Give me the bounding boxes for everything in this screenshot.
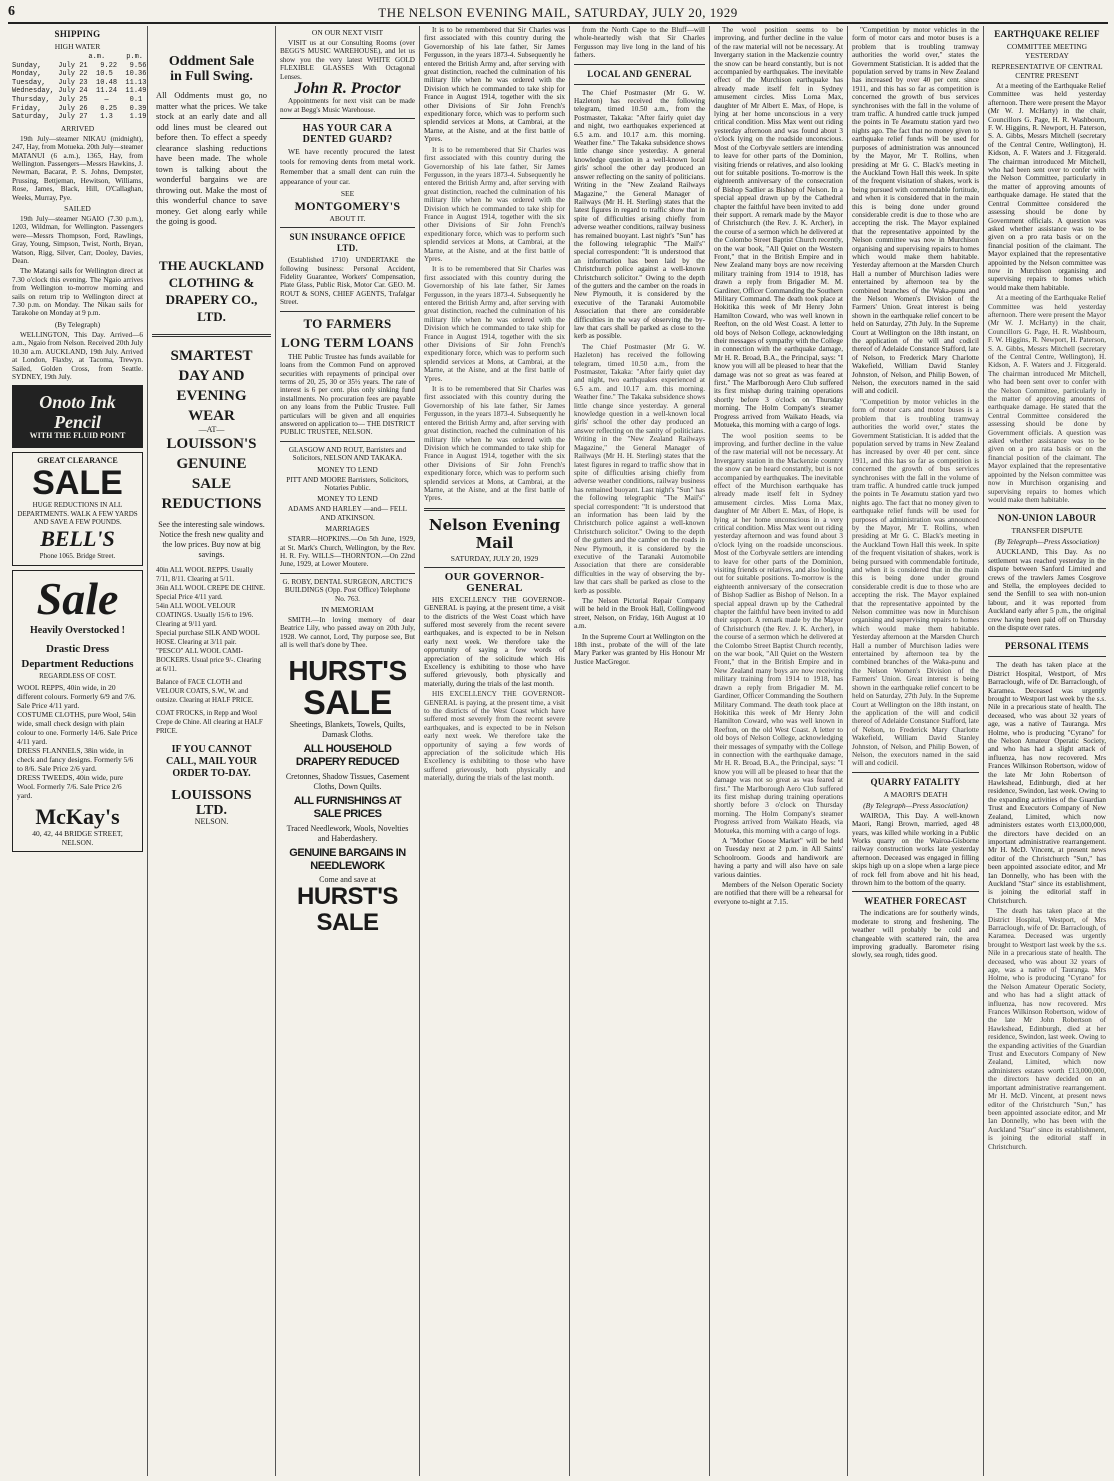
personal-heading: PERSONAL ITEMS: [1005, 641, 1089, 652]
hursts-1: HURST'S: [288, 654, 407, 686]
transfer-tel: (By Telegraph—Press Association): [994, 537, 1100, 547]
column-ads-2: [148, 26, 276, 1476]
come-save: Come and save at: [319, 874, 376, 884]
mckays-ad: [12, 570, 143, 852]
proctor-sub: Appointments for next visit can be made now at Begg's Music Warehouse.: [280, 97, 415, 114]
quarry-tel: (By Telegraph—Press Association): [863, 800, 968, 810]
nameplate: Nelson Evening Mail: [428, 515, 561, 552]
local-text-b: The Chief Postmaster (Mr G. W. Hazleton) has received the following telegram, timed 10.50 a.m., from the Postmaster, Takaka: "After fairly quiet day and night, two earthquakes experienced at 6.5 a.m. and 10.17 a.m. this morning. Weather fine." The Takaka subsidence shows little change since yesterday. A general knowledge question in a well-known local girls' school the other day produced an answer reflecting on the sanity of politicians. Writing in the "New Zealand Railways Magazine," the General Manager of Railways (Mr H. H. Sterling) states that the latest figures in regard to traffic show that in spite of difficulties arising chiefly from adverse weather conditions, railway business has remained buoyant. Last night's "Sun" has the following telegraphic "The Mail's" special correspondent: "It is understood that an information has been laid by the Christchurch police against a well-known Christchurch solicitor." Owing to the depth of the gutters and the camber on the roads in New Plymouth, it is considered by the executive of the Taranaki Automobile Association that there are considerable difficulties in the way of observing the by-law that cars shall be parked as close to the kerb as possible.: [574, 342, 705, 595]
mail-order: IF YOU CANNOT CALL, MAIL YOUR ORDER TO-DAY.: [165, 743, 258, 779]
cretonnes: Cretonnes, Shadow Tissues, Casement Cloths, Down Quilts.: [285, 771, 410, 791]
supreme-court: In the Supreme Court at Wellington on the 18th inst., probate of the will of the late Mary Parker was granted by His Honour Mr Justice MacGregor.: [574, 632, 705, 666]
mckays-logo: McKay's: [35, 804, 120, 830]
local-text: The Chief Postmaster (Mr G. W. Hazleton) has received the following telegram, timed 10.50 a.m., from the Postmaster, Takaka: "After fairly quiet day and night, two earthquakes experienced at 6.5 a.m. and 10.17 a.m. this morning. Weather fine." The Takaka subsidence shows little change since yesterday. A general knowledge question in a well-known local girls' school the other day produced an answer reflecting on the sanity of politicians. Writing in the "New Zealand Railways Magazine," the General Manager of Railways (Mr H. H. Sterling) states that the latest figures in regard to traffic show that in spite of difficulties arising chiefly from adverse weather conditions, railway business has remained buoyant. Last night's "Sun" has the following telegraphic "The Mail's" special correspondent: "It is understood that an information has been laid by the Christchurch police against a well-known Christchurch solicitor." Owing to the depth of the gutters and the camber on the roads in New Plymouth, it is considered by the executive of the Taranaki Automobile Association that there are considerable difficulties in the way of observing the by-law that cars shall be parked as close to the kerb as possible.: [574, 88, 705, 341]
column-local-6: [710, 26, 848, 1476]
local-heading: LOCAL AND GENERAL: [587, 68, 692, 79]
about-it: ABOUT IT.: [329, 214, 366, 224]
loans-text: THE Public Trustee has funds available for loans from the Common Fund on approved securities with repayments of principal over terms of 20, 25, 30 or 35½ years. The rate of interest is 6 per cent. plus only sinking fund installments. No procuration fees are payable on any loans from the Public Trustee. Full particulars will be given and all enquiries answered on application to— THE DISTRICT PUBLIC TRUSTEE, NELSON.: [280, 352, 415, 437]
oddment-text: All Oddments must go, no matter what the prices. We take stock at an early date and all odd lines must be cleared out before then. To effect a speedy clearance slashing reductions have been made. The whole town is talking about the wonderful bargains we are throwing out. Make the most of this wonderful chance to save money. Get along early while the going is good.: [156, 90, 267, 226]
clearance-heading: GREAT CLEARANCE: [37, 455, 118, 465]
dented-text: WE have recently procured the latest tools for removing dents from metal work. Remember that a small dent can ruin the appearance of your car.: [280, 147, 415, 187]
operatic: Members of the Nelson Operatic Society are notified that there will be a rehearsal for everyone to-night at 7.15.: [714, 881, 843, 906]
tide-table: Sunday, July 21 9.22 9.56 Monday, July 22 10.5 10.36 Tuesday, July 23 10.48 11.13 Wednesday, July 24 11.24 11.49 Thursday, July 25 — 0.1 Friday, July 26 0.25 0.39 Saturday, July 27 1.3 1.19: [12, 61, 147, 122]
louissons-title: LOUISSON'S GENUINE SALE REDUCTIONS: [161, 435, 262, 512]
smartest: SMARTEST DAY AND EVENING WEAR: [170, 347, 253, 424]
relief-sub: COMMITTEE MEETING YESTERDAY: [1006, 42, 1088, 60]
traced: Traced Needlework, Wools, Novelties and Haberdashery.: [286, 823, 409, 843]
bells-phone: Phone 1065. Bridge Street.: [39, 552, 116, 561]
sailed-heading: SAILED: [64, 204, 91, 213]
genuine: GENUINE BARGAINS IN NEEDLEWORK: [289, 846, 406, 872]
tide-ampm: a.m. p.m.: [88, 53, 143, 61]
bells-logo: BELL'S: [40, 526, 115, 552]
telegraph-heading: (By Telegraph): [54, 319, 101, 329]
non-union-heading: NON-UNION LABOUR: [997, 513, 1097, 524]
article-fergusson-part1c: It is to be remembered that Sir Charles was first associated with this country during the Governorship of his late father, Sir James Fergusson, in the years 1873-4. Subsequently he entered the British Army and, after serving with great distinction, reached the culmination of his military life when he was ordered with the Division which he commanded to take ship for France in August 1914, together with the six other Divisions of Sir John French's expeditionary force, which was to perform such splendid services at Mons, at Cambrai, at the Marne, at the Aisne, and at the first battle of Ypres.: [424, 265, 565, 383]
relief-heading: EARTHQUAKE RELIEF: [994, 29, 1100, 39]
arrived-heading: ARRIVED: [60, 123, 95, 133]
onoto-sub: WITH THE FLUID POINT: [29, 431, 126, 441]
see-label: SEE: [340, 189, 355, 199]
weather-text: The indications are for southerly winds, moderate to strong and freshening. The weather will probably be cold and changeable with scattered rain, the area improving gradually. Barometer rising slowly, sea rough, tides good.: [852, 909, 979, 960]
relief-sub2: REPRESENTATIVE OF CENTRAL CENTRE PRESENT: [991, 62, 1103, 80]
sailed-text: 19th July—steamer NGAIO (7.30 p.m.), 1203, Wildman, for Wellington. Passengers were—Messrs Thompson, Ford, Rawlings, Gray, Young, Simpson, Twist, North, Bryan, Watson, Rigg, Silver, Carr, Dooley, Davies, Dean.: [12, 215, 143, 266]
auckland-ad: [152, 30, 271, 329]
weather-heading: WEATHER FORECAST: [864, 896, 967, 907]
money-1: MONEY TO LEND: [317, 464, 378, 474]
louissons-nelson: NELSON.: [194, 816, 229, 826]
article-fergusson-part1: It is to be remembered that Sir Charles was first associated with this country during the Governorship of his late father, Sir James Fergusson, in the years 1873-4. Subsequently he entered the British Army and, after serving with great distinction, reached the culmination of his military life when he was ordered with the Division which he commanded to take ship for France in August 1914, together with the six other Divisions of Sir John French's expeditionary force, which was to perform such splendid services at Mons, at Cambrai, at the Marne, at the Aisne, and at the first battle of Ypres.: [424, 26, 565, 144]
article-fergusson-part1d: It is to be remembered that Sir Charles was first associated with this country during the Governorship of his late father, Sir James Fergusson, in the years 1873-4. Subsequently he entered the British Army and, after serving with great distinction, reached the culmination of his military life when he was ordered with the Division which he commanded to take ship for France in August 1914, together with the six other Divisions of Sir John French's expeditionary force, which was to perform such splendid services at Mons, at Cambrai, at the Marne, at the Aisne, and at the first battle of Ypres.: [424, 385, 565, 503]
clearance-text: HUGE REDUCTIONS IN ALL DEPARTMENTS. WALK A FEW YARDS AND SAVE A FEW POUNDS.: [17, 501, 138, 526]
article-continued: from the North Cape to the Bluff—will whole-heartedly wish that Sir Charles Fergusson may live long in the land of his fathers.: [574, 26, 705, 60]
governor-text-b: HIS EXCELLENCY THE GOVERNOR-GENERAL is paying, at the present time, a visit to the districts of the West Coast which have suffered most severely from the recent severe earthquakes, and is expected to be in Nelson early next week. We therefore take the opportunity of saying a few words of appreciation of the solicitude which His Excellency is exhibiting to those who have suffered grievously, both physically and materially, during the trials of the last month.: [424, 690, 565, 783]
next-visit-text: VISIT us at our Consulting Rooms (over BEGG'S MUSIC WAREHOUSE), and let us show you the very latest WHITE GOLD FLEXIBLE GLASSES With Octagonal Lenses.: [280, 39, 415, 81]
roby-card: G. ROBY, DENTAL SURGEON, ARCTIC'S BUILDINGS (Opp. Post Office) Telephone No. 763.: [282, 577, 413, 603]
oddment-1: Oddment Sale: [168, 54, 255, 69]
quarry-sub: A MAORI'S DEATH: [883, 789, 948, 799]
personal-text: The death has taken place at the District Hospital, Westport, of Mrs Barraclough, wife of Dr. Barraclough, of Karamea. Deceased was urgently brought to Westport last week by the s.s. Nile in a precarious state of health. The deceased, who was about 32 years of age, was a native of Tauranga. Mrs Holme, who is producing "Cyrano" for the Nelson Amateur Operatic Society, and who has had a slight attack of influenza, has now recovered. Mrs Frances Wilkinson Robertson, widow of the late Mr John Robertson of Hawkshead, Edinburgh, died at her residence, Swindon, last week. Owing to the expanding activities of the Guardian Trust and Executors Company of New Zealand, Limited, which now administers estates worth £13,000,000, the directors have decided on an important administrative rearrangement. Mr H. McD. Vincent, at present news editor of the Christchurch "Sun," has been appointed associate editor, and Mr Ian Donnelly, who has been with the Auckland "Star" since its establishment, is joining the editorial staff in Christchurch.: [988, 661, 1106, 905]
telegraph-text: WELLINGTON, This Day. Arrived—6 a.m., Ngaio from Nelson. Received 20th July 10.30 a.m. AUCKLAND, 19th July. Arrived at London, Flaxby, at Tacoma, Trewyn. Sailed, Golden Cross, from Seattle. SYDNEY, 19th July.: [12, 330, 143, 381]
farmers-heading: TO FARMERS: [303, 315, 392, 331]
hursts-ad: [280, 654, 415, 938]
nameplate-date: SATURDAY, JULY 20, 1929: [450, 553, 539, 563]
governor-text: HIS EXCELLENCY THE GOVERNOR-GENERAL is paying, at the present time, a visit to the districts of the West Coast which have suffered most severely from the recent severe earthquakes, and is expected to be in Nelson early next week. We therefore take the opportunity of saying a few words of appreciation of the solicitude which His Excellency is exhibiting to those who have suffered grievously, both physically and materially, during the trials of the last month.: [424, 595, 565, 688]
quarry-text: WAIROA, This Day. A well-known Maori, Rangi Brown, married, aged 48 years, was killed while working in a Public Works quarry on the Wairoa-Gisborne railway construction works late yesterday afternoon. Deceased was engaged in filling skips high up on a slope when a large piece of rock fell from above and hit his head, thrown him to the bottom of the quarry.: [852, 811, 979, 887]
coat-frocks: COAT FROCKS, in Repp and Wool Crepe de Chine. All clearing at HALF PRICE.: [156, 708, 263, 735]
quarry-heading: QUARRY FATALITY: [870, 776, 961, 787]
local-cont-text-b: The wool position seems to be improving, and further decline in the value of the raw material will not be necessary. At Invergarry station in the Mackenzie country the snow can be heard constantly, but is not accompanied by earthquakes. The inevitable effect of the Murchison earthquake has already made itself felt in Sydney amusement circles. Miss Lorna Max, daughter of Mr Albert E. Max, of Hope, is lying at her home unconscious in a very critical condition. Miss Max went out riding yesterday afternoon and was found about 3 o'clock lying on the roadside unconscious. Most of the Corbyvale settlers are intending to leave for other parts of the Dominion, visiting friends or relatives, and also looking out for suitable positions. To-morrow is the eighteenth anniversary of the consecration of Bishop Sadlier as Bishop of Nelson. In a special appeal drawn up by the Cathedral chapter the faithful have been invited to add their support. A remark made by the Mayor of Christchurch (the Rev. J. K. Archer), in the course of a sermon which he delivered at the Colombo Street Baptist Church recently, on the war book, "All Quiet on the Western Front," that in the British Empire and in New Zealand many boys are now receiving military training from 1914 to 1918, has drawn a reply from Brigadier M. M. Gardiner, Officer Commanding the Southern Military Command. The death took place at Hokitika this week of Mr Henry John Hamilton Coward, who was well known in Reefton, on the old West Coast. A letter to old boys of Nelson College, acknowledging their messages of sympathy with the College in connection with the earthquake damage, Mr H. R. Broad, B.A., the Principal, says: "I know you will all be pleased to hear that the damage was not so great as was feared at first." The Marlborough Aero Club suffered its first mishap during training operations shortly before 3 o'clock on Thursday morning. The Holm Company's steamer Progress arrived from Waikato Heads, via Motueka, this morning with a cargo of logs.: [714, 431, 843, 835]
sun-heading: SUN INSURANCE OFFICE LTD.: [289, 232, 406, 254]
louissons-ltd: LOUISSONS LTD.: [171, 787, 252, 818]
oddment-2: in Full Swing.: [170, 69, 253, 84]
overstocked: Heavily Overstocked !: [30, 624, 125, 636]
hursts-bottom: HURST'S SALE: [297, 883, 398, 937]
mckays-addr: 40, 42, 44 BRIDGE STREET, NELSON.: [32, 829, 123, 847]
local-cont-text: The wool position seems to be improving, and further decline in the value of the raw material will not be necessary. At Invergarry station in the Mackenzie country the snow can be heard constantly, but is not accompanied by earthquakes. The inevitable effect of the Murchison earthquake has already made itself felt in Sydney amusement circles. Miss Lorna Max, daughter of Mr Albert E. Max, of Hope, is lying at her home unconscious in a very critical condition. Miss Max went out riding yesterday afternoon and was found about 3 o'clock lying on the roadside unconscious. Most of the Corbyvale settlers are intending to leave for other parts of the Dominion, visiting friends or relatives, and also looking out for suitable positions. To-morrow is the eighteenth anniversary of the consecration of Bishop Sadlier as Bishop of Nelson. In a special appeal drawn up by the Cathedral chapter the faithful have been invited to add their support. A remark made by the Mayor of Christchurch (the Rev. J. K. Archer), in the course of a sermon which he delivered at the Colombo Street Baptist Church recently, on the war book, "All Quiet on the Western Front," that in the British Empire and in New Zealand many boys are now receiving military training from 1914 to 1918, has drawn a reply from Brigadier M. M. Gardiner, Officer Commanding the Southern Military Command. The death took place at Hokitika this week of Mr Henry John Hamilton Coward, who was well known in Reefton, on the old West Coast. A letter to old boys of Nelson College, acknowledging their messages of sympathy with the College in connection with the earthquake damage, Mr H. R. Broad, B.A., the Principal, says: "I know you will all be pleased to hear that the damage was not so great as was feared at first." The Marlborough Aero Club suffered its first mishap during training operations shortly before 3 o'clock on Thursday morning. The Holm Company's steamer Progress arrived from Waikato Heads, via Motueka, this morning with a cargo of logs.: [714, 26, 843, 430]
hursts-text: Sheetings, Blankets, Towels, Quilts, Damask Cloths.: [289, 719, 406, 739]
montgomery: MONTGOMERY'S: [294, 199, 401, 214]
personal-text-b: The death has taken place at the District Hospital, Westport, of Mrs Barraclough, wife of Dr. Barraclough, of Karamea. Deceased was urgently brought to Westport last week by the s.s. Nile in a precarious state of health. The deceased, who was about 32 years of age, was a native of Tauranga. Mrs Holme, who is producing "Cyrano" for the Nelson Amateur Operatic Society, and who has had a slight attack of influenza, has now recovered. Mrs Frances Wilkinson Robertson, widow of the late Mr John Robertson of Hawkshead, Edinburgh, died at her residence, Swindon, last week. Owing to the expanding activities of the Guardian Trust and Executors Company of New Zealand, Limited, which now administers estates worth £13,000,000, the directors have decided on an important administrative rearrangement. Mr H. McD. Vincent, at present news editor of the Christchurch "Sun," has been appointed associate editor, and Mr Ian Donnelly, who has been with the Auckland "Star" since its establishment, is joining the editorial staff in Christchurch.: [988, 907, 1106, 1151]
column-ads-3: [276, 26, 420, 1476]
marriages-heading: MARRIAGES: [325, 524, 370, 534]
all-household: ALL HOUSEHOLD DRAPERY REDUCED: [295, 742, 400, 768]
clearance-sale: SALE: [32, 464, 123, 503]
marriages-text: STARR—HOPKINS.—On 5th June, 1929, at St. Mark's Church, Wellington, by the Rev. H. R. Fry. WILLS—THORNTON.—On 22nd June, 1929, at Lower Moutere.: [280, 535, 415, 569]
fell: ADAMS AND HARLEY —and— FELL AND ATKINSON.: [287, 505, 408, 522]
masthead-title: THE NELSON EVENING MAIL, SATURDAY, JULY 20, 1929: [378, 5, 738, 20]
next-visit: ON OUR NEXT VISIT: [311, 28, 384, 37]
pitt: PITT AND MOORE Barristers, Solicitors, Notaries Public.: [286, 475, 409, 492]
mckays-items: WOOL REPPS, 40in wide, in 20 different colours. Formerly 6/9 and 7/6. Sale Price 4/11 yard. COSTUME CLOTHS, pure Wool, 54in wide, small check design with plain colour to one. Formerly 14/6. Sale Price 4/11 yard. DRESS FLANNELS, 38in wide, in check and fancy designs. Formerly 5/6 to 8/6. Sale Price 2/6 yard. DRESS TWEEDS, 40in wide, pure Wool. Formerly 7/6. Sale Price 2/6 yard.: [17, 683, 138, 801]
sun-text: (Established 1710) UNDERTAKE the following business: Personal Accident, Fidelity Guarantee, Workers' Compensation, Plate Glass, Public Risk, Motor Car. GEO. M. ROUT & SONS, CHIEF AGENTS, Trafalgar Street.: [280, 256, 415, 307]
column-local-5: [570, 26, 710, 1476]
memoriam-heading: IN MEMORIAM: [321, 605, 374, 615]
louissons-ad: [152, 342, 271, 831]
sale-script: Sale: [36, 572, 119, 624]
nelson-pictorial: The Nelson Pictorial Repair Company will be held in the Brook Hall, Collingwood street, Nelson, on Friday, 16th August at 10 a.m.: [574, 597, 705, 631]
article-fergusson-part1b: It is to be remembered that Sir Charles was first associated with this country during the Governorship of his late father, Sir James Fergusson, in the years 1873-4. Subsequently he entered the British Army and, after serving with great distinction, reached the culmination of his military life when he was ordered with the Division which he commanded to take ship for France in August 1914, together with the six other Divisions of Sir John French's expeditionary force, which was to perform such splendid services at Mons, at Cambrai, at the Marne, at the Aisne, and at the first battle of Ypres.: [424, 145, 565, 263]
memoriam-text: SMITH.—In loving memory of dear Beatrice Lily, who passed away on 20th July, 1928. We cannot, Lord, Thy purpose see, But all is well that's done by Thee.: [280, 616, 415, 650]
transfer-text: AUCKLAND, This Day. As no settlement was reached yesterday in the dispute between Sanford Limited and crews of the trawlers James Cosgrove and Stella, the employees decided to send the Senfill to sea with non-union labour, and it was reported from Auckland early after 5 p.m., the original crew having been paid off on Thursday on the dispute over rates.: [988, 548, 1106, 632]
competition-text: "Competition by motor vehicles in the form of motor cars and motor buses is a problem that is troubling tramway authorities the world over," states the Government Statistician. It is added that the population served by trams in New Zealand has increased by over 40 per cent. since 1911, and this has so far as competition is concerned the growth of bus services synchronises with the fall in the volume of tram traffic. A hundred cattle truck jumped the points in Te Awamutu station yard two nights ago. The fact that no money given to earthquake relief funds will be used for purposes of administration was announced by the Mayor, Mr T. Rollins, when presiding at Mr G. C. Black's meeting in the Auckland Town Hall this week. In spite of the frequent visitation of shakes, work is being pursued with commendable fortitude, and when it is considered that in the main this is being done under ground considerable credit is due to those who are accepting the risk. The Mayor explained that the representative appointed by the Nelson committee was now in Murchison organising and supervising repairs to homes which would make them habitable. Yesterday afternoon at the Marsden Church Hall a number of Murchison ladies were entertained by afternoon tea by the combined branches of the Waka-punu and the Nelson Women's Division of the Farmers' Union. Great interest is being shown in the earthquake relief concert to be held on Saturday, 27th July. In the Supreme Court at Wellington on the 18th instant, on the application of the will and codicil thereof of Adelaide Constance Stafford, late of Nelson, to Frederick Mary Charlotte Wakefield, William David Stanley Johnston, of Nelson, and Philip Bowen, of Nelson, the executors named in the said will and codicil.: [852, 26, 979, 396]
mother-goose: A "Mother Goose Market" will be held on Tuesday next at 2 p.m. in All Saints' Schoolroom. Goods and handiwork are having a party and will also have on sale various dainties.: [714, 837, 843, 879]
louissons-text: See the interesting sale windows. Notice the fresh new quality and the low prices. Buy now at big savings.: [158, 519, 265, 559]
relief-text: At a meeting of the Earthquake Relief Committee was held yesterday afternoon. There were present the Mayor (Mr W. J. McHarty) in the chair, Councillors G. Page, H. R. Washbourn, F. W. Higgins, R. Newport, H. Paterson, S. A. Gibbs, Messrs Mitchell (secretary of the Central Centre, Wellington), H. Kidson, A. F. Waters and J. Fitzgerald. The chairman introduced Mr Mitchell, who had been sent over to confer with the Nelson Committee, particularly in the matter of approving amounts of earthquake damage. He stated that the Central Committee considered the assessing should be done by Government officials. A question was asked whether assistance was to be given on a pro rata basis or on the financial position of the claimant. The Mayor explained that the representative appointed by the Nelson committee was now in Murchison organising and supervising repairs to homes which would make them habitable.: [988, 82, 1106, 292]
relief-text-b: At a meeting of the Earthquake Relief Committee was held yesterday afternoon. There were present the Mayor (Mr W. J. McHarty) in the chair, Councillors G. Page, H. R. Washbourn, F. W. Higgins, R. Newport, H. Paterson, S. A. Gibbs, Messrs Mitchell (secretary of the Central Centre, Wellington), H. Kidson, A. F. Waters and J. Fitzgerald. The chairman introduced Mr Mitchell, who had been sent over to confer with the Nelson Committee, particularly in the matter of approving amounts of earthquake damage. He stated that the Central Committee considered the assessing should be done by Government officials. A question was asked whether assistance was to be given on a pro rata basis or on the financial position of the claimant. The Mayor explained that the representative appointed by the Nelson committee was now in Murchison organising and supervising repairs to homes which would make them habitable.: [988, 294, 1106, 504]
high-water-heading: HIGH WATER: [54, 42, 101, 51]
shipping-notes: The Matangi sails for Wellington direct at 7.30 o'clock this evening. The Ngaio arrives from Wellington to-morrow morning and sails on return trip to Wellington direct at 7.30 p.m. on Monday. The Nikau sails for Tarakohe on Monday at 9 p.m.: [12, 267, 143, 318]
onoto-title: Onoto Ink Pencil: [39, 392, 116, 433]
drastic: Drastic Dress Department Reductions: [21, 642, 134, 670]
furnishings: ALL FURNISHINGS AT SALE PRICES: [293, 794, 402, 820]
masthead: [8, 4, 1108, 24]
at-label: —AT—: [198, 424, 225, 434]
competition-text-b: "Competition by motor vehicles in the form of motor cars and motor buses is a problem that is troubling tramway authorities the world over," states the Government Statistician. It is added that the population served by trams in New Zealand has increased by over 40 per cent. since 1911, and this has so far as competition is concerned the growth of bus services synchronises with the fall in the volume of tram traffic. A hundred cattle truck jumped the points in Te Awamutu station yard two nights ago. The fact that no money given to earthquake relief funds will be used for purposes of administration was announced by the Mayor, Mr T. Rollins, when presiding at Mr G. C. Black's meeting in the Auckland Town Hall this week. In spite of the frequent visitation of shakes, work is being pursued with commendable fortitude, and when it is considered that in the main this is being done under ground considerable credit is due to those who are accepting the risk. The Mayor explained that the representative appointed by the Nelson committee was now in Murchison organising and supervising repairs to homes which would make them habitable. Yesterday afternoon at the Marsden Church Hall a number of Murchison ladies were entertained by afternoon tea by the combined branches of the Waka-punu and the Nelson Women's Division of the Farmers' Union. Great interest is being shown in the earthquake relief concert to be held on Saturday, 27th July. In the Supreme Court at Wellington on the 18th instant, on the application of the will and codicil thereof of Adelaide Constance Stafford, late of Nelson, to Frederick Mary Charlotte Wakefield, William David Stanley Johnston, of Nelson, and Philip Bowen, of Nelson, the executors named in the said will and codicil.: [852, 397, 979, 768]
balance: Balance of FACE CLOTH and VELOUR COATS, S.W., W. and outsize. Clearing at HALF PRICE.: [156, 677, 254, 704]
money-2: MONEY TO LEND: [317, 494, 378, 504]
governor-heading: OUR GOVERNOR-GENERAL: [444, 570, 545, 594]
auckland-name: THE AUCKLAND CLOTHING & DRAPERY CO., LTD.: [158, 257, 265, 324]
shipping-heading: SHIPPING: [54, 29, 101, 39]
glasgow: GLASGOW AND ROUT, Barristers and Solicitors, NELSON AND TAKAKA.: [288, 445, 407, 463]
column-local-7: [848, 26, 984, 1476]
hursts-2: SALE: [303, 683, 392, 722]
transfer-heading: TRANSFER DISPUTE: [1011, 526, 1083, 536]
louissons-items: 40in ALL WOOL REPPS. Usually 7/11, 8/11. Clearing at 5/11. 36in ALL WOOL CREPE DE CHINE. Special Price 4/11 yard. 54in ALL WOOL VELOUR COATINGS. Usually 15/6 to 19/6. Clearing at 9/11 yard. Special purchase SILK AND WOOL HOSE. Clearing at 3/11 pair. "PESCO" ALL WOOL CAMI-BOCKERS. Usual price 9/-. Clearing at 6/11.: [156, 565, 266, 673]
column-news-8: [984, 26, 1110, 1476]
column-article-4: [420, 26, 570, 1476]
arrived-text: 19th July—steamer NIKAU (midnight), 247, Hay, from Motueka. 20th July—steamer MATANUI (6 a.m.), 1365, Hay, from Wellington. Passengers—Messrs Hawkins, J. Newman, Bacarat, P. S. Johns, Dempster, Prussing, Bettjeman, Hewitson, Williams, Rose, James, Black, Hill, O'Callaghan, Weeks, Murray, Pye.: [12, 134, 143, 202]
onoto-ad: [12, 385, 143, 447]
dented-heading: HAS YOUR CAR A DENTED GUARD?: [302, 123, 393, 146]
page-number: 6: [8, 4, 16, 19]
loans-heading: LONG TERM LOANS: [281, 334, 414, 350]
proctor-logo: John R. Proctor: [294, 80, 401, 98]
column-shipping: [8, 26, 148, 1476]
bells-ad: [12, 452, 143, 566]
regardless: REGARDLESS OF COST.: [39, 671, 116, 680]
